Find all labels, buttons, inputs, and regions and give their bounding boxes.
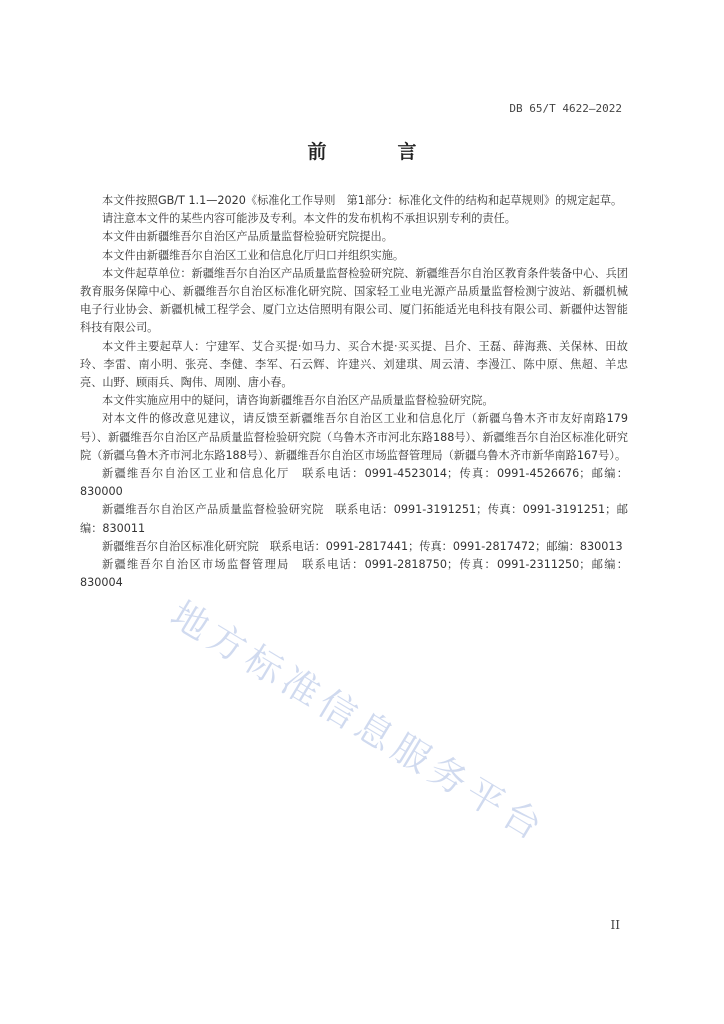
contact-item: 新疆维吾尔自治区标准化研究院 联系电话：0991-2817441；传真：0991-2817472；邮编：830013 <box>102 539 623 553</box>
watermark: 地方标准信息服务平台 <box>163 592 554 852</box>
document-code: DB 65/T 4622—2022 <box>509 102 622 115</box>
page-title: 前 言 <box>307 141 443 163</box>
contact-item: 新疆维吾尔自治区产品质量监督检验研究院 联系电话：0991-3191251；传真：0991-3191251；邮编：830011 <box>80 503 628 535</box>
paragraph: 本文件起草单位：新疆维吾尔自治区产品质量监督检验研究院、新疆维吾尔自治区教育条件装备中心、兵团教育服务保障中心、新疆维吾尔自治区标准化研究院、国家轻工业电光源产品质量监督检测宁波站、新疆机械电子行业协会、新疆机械工程学会、厦门立达信照明有限公司、厦门拓能适光电科技有限公司、新疆仲达智能科技有限公司。 <box>80 266 628 335</box>
paragraph: 本文件主要起草人：宁建军、艾合买提·如马力、买合木提·买买提、吕介、王磊、薛海燕、关保林、田故玲、李雷、南小明、张亮、李健、李军、石云辉、许建兴、刘建琪、周云清、李漫江、陈中原、焦超、羊忠亮、山野、顾雨兵、陶伟、周刚、唐小春。 <box>80 339 628 390</box>
page-number: II <box>610 918 620 932</box>
paragraph: 本文件由新疆维吾尔自治区产品质量监督检验研究院提出。 <box>102 230 393 244</box>
paragraph: 本文件实施应用中的疑问，请咨询新疆维吾尔自治区产品质量监督检验研究院。 <box>102 394 494 408</box>
contact-item: 新疆维吾尔自治区工业和信息化厅 联系电话：0991-4523014；传真：0991-4526676；邮编：830000 <box>80 467 628 499</box>
foreword-body <box>80 192 628 592</box>
paragraph: 对本文件的修改意见建议，请反馈至新疆维吾尔自治区工业和信息化厅（新疆乌鲁木齐市友好南路179号）、新疆维吾尔自治区产品质量监督检验研究院（乌鲁木齐市河北东路188号）、新疆维吾尔自治区标准化研究院（新疆乌鲁木齐市河北东路188号）、新疆维吾尔自治区市场监督管理局（新疆乌鲁木齐市新华南路167号）。 <box>80 412 628 462</box>
paragraph: 请注意本文件的某些内容可能涉及专利。本文件的发布机构不承担识别专利的责任。 <box>102 212 516 226</box>
contact-list <box>80 465 628 592</box>
paragraph: 本文件按照GB/T 1.1—2020《标准化工作导则 第1部分：标准化文件的结构和起草规则》的规定起草。 <box>102 194 623 207</box>
contact-item: 新疆维吾尔自治区市场监督管理局 联系电话：0991-2818750；传真：0991-2311250；邮编：830004 <box>80 558 628 590</box>
paragraph: 本文件由新疆维吾尔自治区工业和信息化厅归口并组织实施。 <box>102 248 405 262</box>
